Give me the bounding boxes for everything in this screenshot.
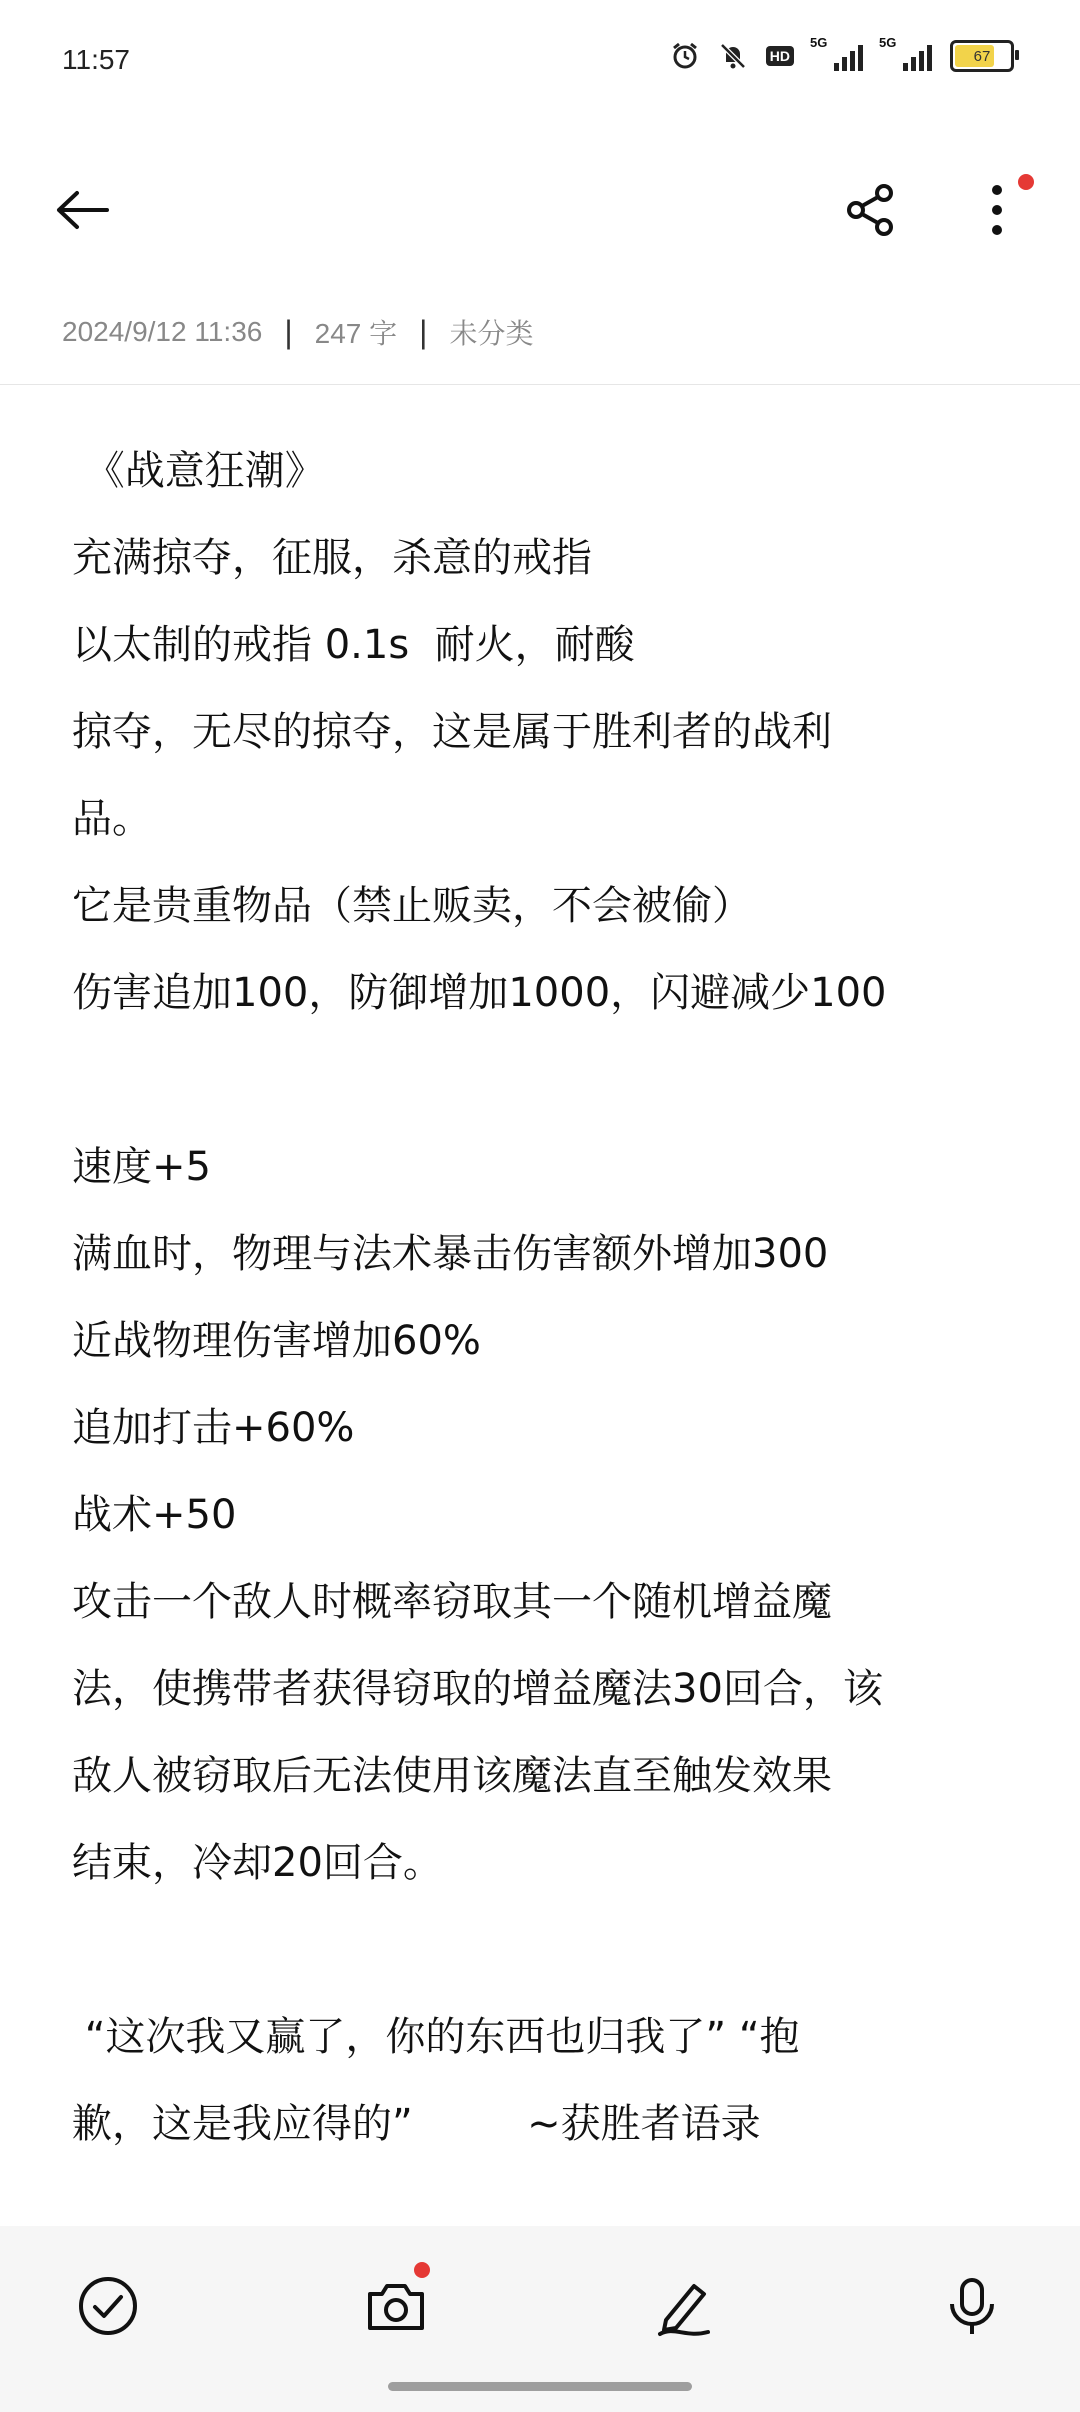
- camera-button[interactable]: [356, 2266, 436, 2346]
- battery-icon: [950, 40, 1014, 72]
- mute-icon: [718, 41, 748, 71]
- home-indicator[interactable]: [388, 2382, 692, 2391]
- note-line: “这次我又赢了，你的东西也归我了” “抱: [72, 2014, 800, 2060]
- signal-5g-icon: [879, 35, 932, 71]
- note-body[interactable]: [72, 428, 1012, 2168]
- microphone-icon: [940, 2274, 1004, 2338]
- notification-dot: [414, 2262, 430, 2278]
- note-line: 战术+50: [72, 1492, 237, 1538]
- more-vertical-icon: [987, 182, 1007, 238]
- note-line: 歉，这是我应得的” ~获胜者语录: [72, 2101, 761, 2147]
- note-line: 品。: [72, 796, 152, 842]
- note-line: 《战意狂潮》: [72, 448, 325, 494]
- note-line: 满血时，物理与法术暴击伤害额外增加300: [72, 1231, 829, 1277]
- note-line: 敌人被窃取后无法使用该魔法直至触发效果: [72, 1753, 832, 1799]
- note-category[interactable]: 未分类: [449, 318, 534, 349]
- note-line: [72, 1037, 1012, 1124]
- notification-dot: [1018, 174, 1034, 190]
- network-label-1: 5G: [810, 35, 828, 50]
- divider: [0, 384, 1080, 385]
- note-line: 速度+5: [72, 1144, 211, 1190]
- note-line: 追加打击+60%: [72, 1405, 355, 1451]
- meta-separator: |: [284, 313, 293, 350]
- signal-5g-icon: [810, 35, 863, 71]
- note-line: 近战物理伤害增加60%: [72, 1318, 481, 1364]
- alarm-icon: [670, 41, 700, 71]
- word-count: 247 字: [314, 318, 398, 349]
- note-line: 伤害追加100，防御增加1000，闪避减少100: [72, 970, 887, 1016]
- note-line: 它是贵重物品（禁止贩卖，不会被偷）: [72, 883, 752, 929]
- note-date: 2024/9/12 11:36: [62, 316, 263, 347]
- status-icons: [670, 35, 1014, 72]
- arrow-left-icon: [55, 190, 111, 230]
- network-label-2: 5G: [879, 35, 897, 50]
- meta-separator: |: [419, 313, 428, 350]
- battery-level: 67: [973, 47, 991, 65]
- note-line: 结束，冷却20回合。: [72, 1840, 443, 1886]
- microphone-button[interactable]: [932, 2266, 1012, 2346]
- note-meta: [62, 312, 533, 352]
- status-bar: [0, 0, 1080, 120]
- pen-icon: [652, 2274, 716, 2338]
- note-line: 攻击一个敌人时概率窃取其一个随机增益魔: [72, 1579, 832, 1625]
- app-bar: [0, 160, 1080, 260]
- hd-icon: HD: [766, 46, 794, 66]
- pen-button[interactable]: [644, 2266, 724, 2346]
- note-line: 掠夺，无尽的掠夺，这是属于胜利者的战利: [72, 709, 832, 755]
- note-line: 充满掠夺，征服，杀意的戒指: [72, 535, 592, 581]
- back-button[interactable]: [48, 180, 118, 240]
- note-line: 以太制的戒指 0.1s 耐火，耐酸: [72, 622, 635, 668]
- checklist-button[interactable]: [68, 2266, 148, 2346]
- checklist-icon: [76, 2274, 140, 2338]
- note-line: 法，使携带者获得窃取的增益魔法30回合，该: [72, 1666, 883, 1712]
- note-line: [72, 1907, 1012, 1994]
- camera-icon: [364, 2274, 428, 2338]
- share-button[interactable]: [836, 180, 906, 240]
- share-icon: [844, 183, 898, 237]
- more-button[interactable]: [962, 180, 1032, 240]
- status-time: 11:57: [62, 44, 130, 75]
